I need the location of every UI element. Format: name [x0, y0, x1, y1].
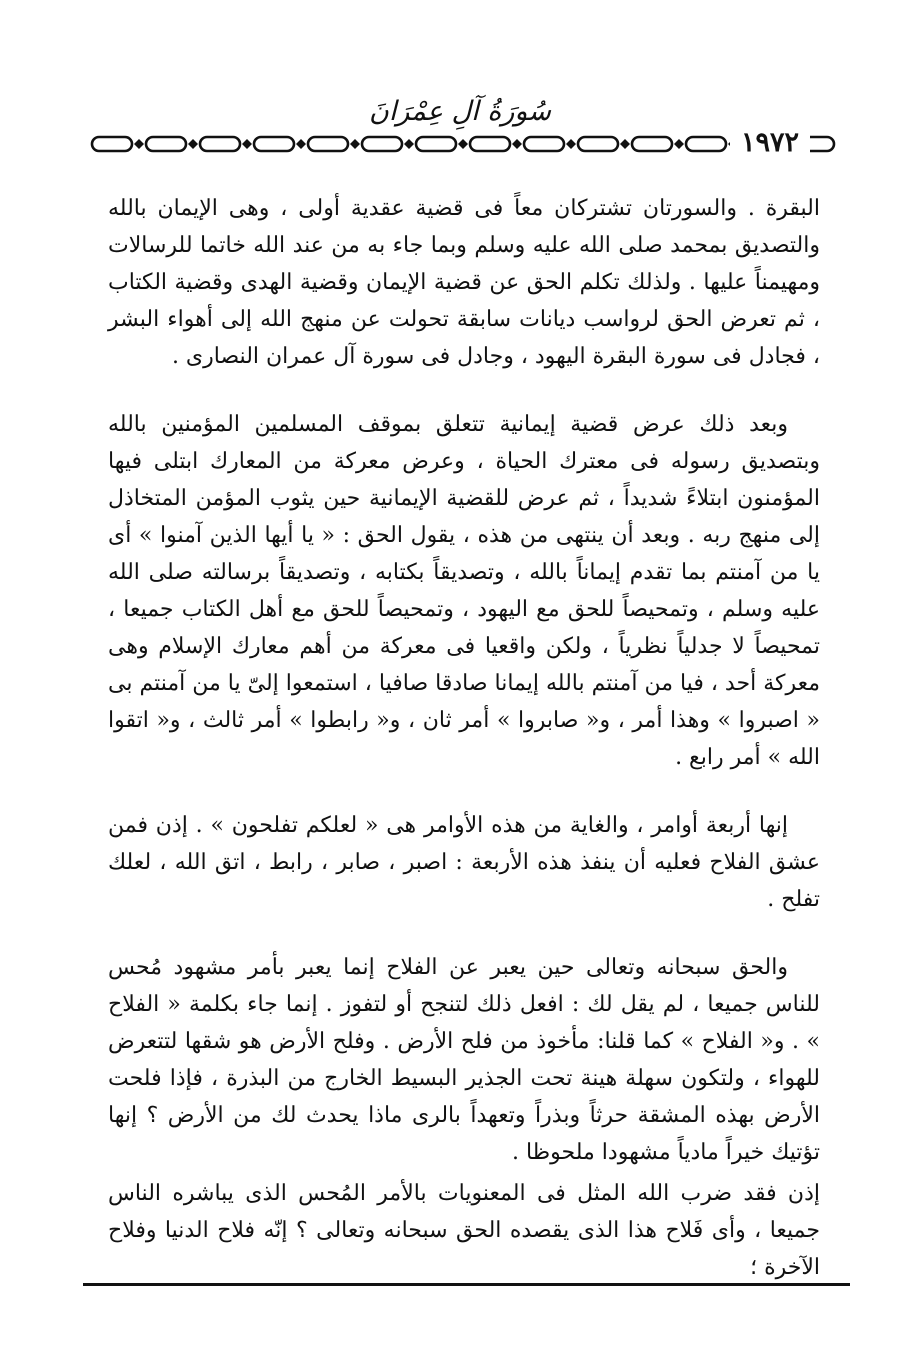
- chain-diamond: [512, 139, 522, 149]
- chain-diamond: [620, 139, 630, 149]
- paragraph: إذن فقد ضرب الله المثل فى المعنويات بالأمر المُحس الذى يباشره الناس جميعا ، وأى فَلاح هذا الذى يقصده الحق سبحانه وتعالى ؟ إنّه فلاح الدنيا وفلاح الآخرة ؛: [108, 1181, 820, 1280]
- chain-link: [524, 137, 564, 151]
- chain-link: [470, 137, 510, 151]
- chain-link: [362, 137, 402, 151]
- chain-link: [200, 137, 240, 151]
- page-header: [0, 95, 920, 165]
- chain-diamond: [566, 139, 576, 149]
- chain-link: [146, 137, 186, 151]
- chain-diamond: [404, 139, 414, 149]
- chain-link: [578, 137, 618, 151]
- chain-diamond: [458, 139, 468, 149]
- paragraph: البقرة . والسورتان تشتركان معاً فى قضية عقدية أولى ، وهى الإيمان بالله والتصديق بمحمد صلى الله عليه وسلم وبما جاء به من عند الله خاتما للرسالات ومهيمناً عليها . ولذلك تكلم الحق عن قضية الإيمان وقضية الهدى وقضية الكتاب ، ثم تعرض الحق لرواسب ديانات سابقة تحولت عن منهج الله إلى أهواء البشر ، فجادل فى سورة البقرة اليهود ، وجادل فى سورة آل عمران النصارى .: [108, 196, 820, 369]
- chain-diamond: [296, 139, 306, 149]
- chain-link: [254, 137, 294, 151]
- chain-diamond: [350, 139, 360, 149]
- chain-diamond: [674, 139, 684, 149]
- page-body: [108, 190, 820, 1286]
- chain-diamond: [242, 139, 252, 149]
- surah-title: سُورَةُ آلِ عِمْرَانَ: [369, 96, 551, 127]
- chain-diamond: [134, 139, 144, 149]
- chain-link: [92, 137, 132, 151]
- chain-link: [416, 137, 456, 151]
- paragraph: إنها أربعة أوامر ، والغاية من هذه الأوامر هى « لعلكم تفلحون » . إذن فمن عشق الفلاح فعليه أن ينفذ هذه الأربعة : اصبر ، صابر ، رابط ، اتق الله ، لعلك تفلح .: [108, 813, 820, 912]
- chain-link: [686, 137, 726, 151]
- chain-diamond: [188, 139, 198, 149]
- paragraph: والحق سبحانه وتعالى حين يعبر عن الفلاح إنما يعبر بأمر مشهود مُحس للناس جميعا ، لم يقل لك : افعل ذلك لتنجح أو لتفوز . إنما جاء بكلمة « الفلاح » . و« الفلاح » كما قلنا: مأخوذ من فلح الأرض . وفلح الأرض هو شقها لتتعرض للهواء ، ولتكون سهلة هينة تحت الجذير البسيط الخارج من البذرة ، فإذا فلحت الأرض بهذه المشقة حرثاً وبذراً وتعهداً بالرى ماذا يحدث لك من الأرض ؟ إنها تؤتيك خيراً مادياً مشهودا ملحوظا .: [108, 955, 820, 1165]
- page-number: ١٩٧٢: [730, 128, 810, 158]
- footer-rule: [83, 1283, 850, 1286]
- paragraph: وبعد ذلك عرض قضية إيمانية تتعلق بموقف المسلمين المؤمنين بالله وبتصديق رسوله فى معترك الحياة ، وعرض معركة من المعارك ابتلى فيها المؤمنون ابتلاءً شديداً ، ثم عرض للقضية الإيمانية حين يثوب المؤمن المتخاذل إلى منهج ربه . وبعد أن ينتهى من هذه ، يقول الحق : « يا أيها الذين آمنوا » أى يا من آمنتم بما تقدم إيماناً بالله ، وتصديقاً بكتابه ، وتصديقاً برسالته صلى الله عليه وسلم ، وتمحيصاً للحق مع اليهود ، وتمحيصاً للحق مع أهل الكتاب جميعا ، تمحيصاً لا جدلياً نظرياً ، ولكن واقعيا فى معركة من أهم معارك الإسلام وهى معركة أحد ، فيا من آمنتم بالله إيمانا صادقا صافيا ، استمعوا إلىّ يا من آمنتم بى « اصبروا » وهذا أمر ، و« صابروا » أمر ثان ، و« رابطوا » أمر ثالث ، و« اتقوا الله » أمر رابع .: [108, 412, 820, 770]
- chain-link: [308, 137, 348, 151]
- chain-link: [632, 137, 672, 151]
